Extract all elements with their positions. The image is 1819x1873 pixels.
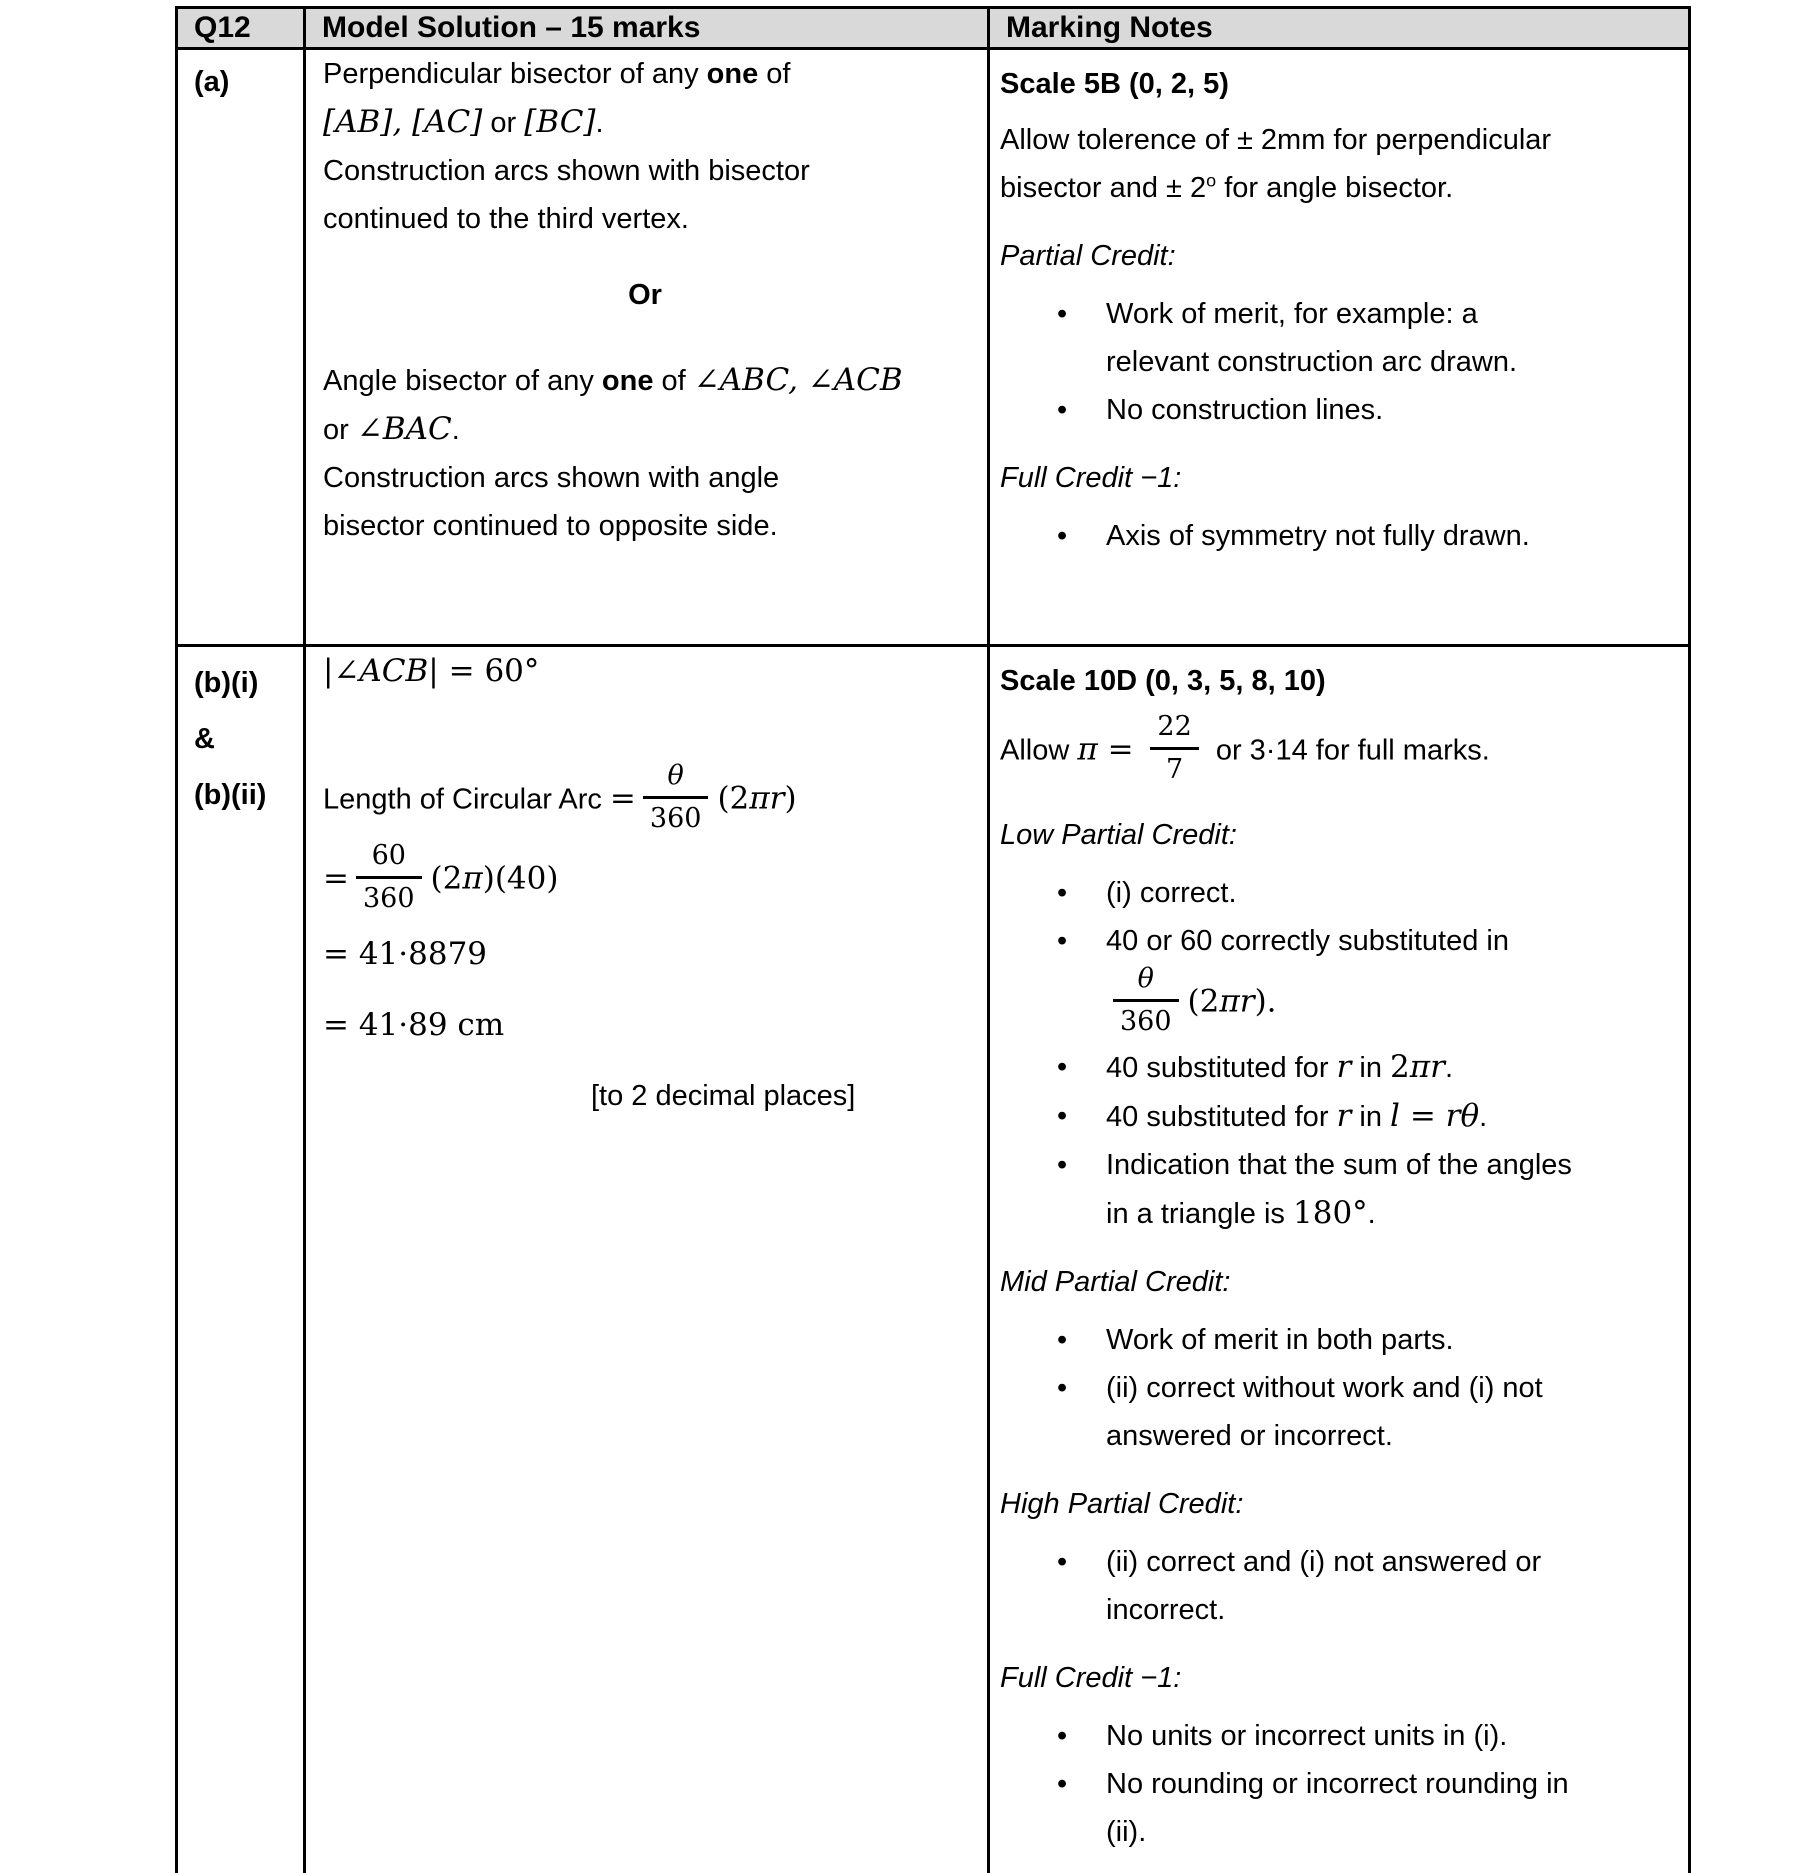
bullet-text — [1106, 1092, 1674, 1141]
text: (ii). — [1106, 1816, 1147, 1848]
text: . — [1479, 1101, 1488, 1133]
list-item — [1000, 1043, 1674, 1092]
text: No construction lines. — [1106, 394, 1384, 426]
bullet-text — [1106, 1538, 1674, 1634]
intermediate-result — [323, 930, 967, 979]
list-item — [1000, 290, 1674, 386]
text: . — [595, 107, 604, 139]
math-segment: (2 — [717, 780, 750, 817]
final-result — [323, 1001, 967, 1050]
part-b-solution-cell — [305, 646, 989, 1873]
text: continued to the third vertex. — [323, 203, 689, 235]
math-segment: = 41·8879 — [323, 936, 488, 972]
part-a-row — [177, 49, 1690, 646]
table-header-row — [177, 8, 1690, 49]
bullet-marker: • — [1057, 520, 1068, 552]
text: 40 substituted for — [1106, 1052, 1337, 1084]
full-credit-heading: Full Credit −1: — [1000, 1662, 1182, 1694]
bullet-marker: • — [1057, 1720, 1068, 1752]
part-a-notes-cell — [989, 49, 1690, 646]
text: Axis of symmetry not fully drawn. — [1106, 520, 1530, 552]
math-segment: πr — [1409, 1049, 1445, 1085]
text: or — [323, 414, 357, 446]
math-segment: l — [1390, 1098, 1400, 1134]
fraction-numerator: θ — [643, 758, 709, 799]
text: 40 or 60 correctly substituted in — [1106, 925, 1509, 957]
partial-credit-list — [1000, 290, 1674, 434]
bullet-text — [1106, 1316, 1674, 1364]
text: Length of Circular Arc — [323, 783, 610, 816]
math-segment: ) — [784, 780, 797, 817]
marking-notes-header: Marking Notes — [989, 8, 1690, 49]
angle-bisector-paragraph — [323, 356, 967, 550]
math-segment: (2 — [430, 860, 463, 897]
math-segment: = 60° — [438, 653, 540, 689]
full-credit-list — [1000, 1712, 1674, 1856]
equals-sign: = — [1097, 731, 1144, 768]
fraction-denominator: 360 — [1120, 1006, 1172, 1037]
bullet-text — [1106, 290, 1674, 386]
bullet-marker: • — [1057, 1324, 1068, 1356]
or-divider: Or — [628, 279, 662, 311]
list-item — [1000, 386, 1674, 434]
equals-sign: = — [609, 780, 636, 817]
bullet-marker: • — [1057, 1768, 1068, 1800]
text: bisector continued to opposite side. — [323, 510, 778, 542]
text: for angle bisector. — [1216, 172, 1454, 204]
full-credit-heading: Full Credit −1: — [1000, 462, 1182, 494]
bullet-text — [1106, 386, 1674, 434]
scale-heading: Scale 5B (0, 2, 5) — [1000, 68, 1229, 100]
text: Construction arcs shown with angle — [323, 462, 780, 494]
bullet-text — [1106, 1760, 1674, 1856]
low-partial-credit-heading: Low Partial Credit: — [1000, 819, 1237, 851]
text: No rounding or incorrect rounding in — [1106, 1768, 1569, 1800]
part-a-label-cell — [177, 49, 305, 646]
question-number-header: Q12 — [177, 8, 305, 49]
fraction — [1113, 961, 1179, 1039]
list-item — [1000, 1712, 1674, 1760]
marking-scheme-table — [175, 6, 1691, 1873]
text: incorrect. — [1106, 1594, 1226, 1626]
math-segment: 180° — [1293, 1195, 1368, 1231]
part-b-label-cell — [177, 646, 305, 1873]
fraction-denominator: 7 — [1166, 754, 1184, 785]
math-segment: )(40) — [482, 860, 559, 897]
bold-text: one — [706, 58, 759, 90]
math-segment: π — [462, 860, 483, 897]
equals-sign: = — [323, 860, 349, 897]
fraction-denominator: 360 — [649, 803, 702, 834]
substitution-equation — [323, 842, 967, 920]
math-segment: |∠ACB| — [323, 653, 439, 689]
mid-partial-credit-heading: Mid Partial Credit: — [1000, 1266, 1231, 1298]
text: answered or incorrect. — [1106, 1420, 1393, 1452]
math-segment: π — [1077, 731, 1098, 768]
math-segment: πr — [1219, 983, 1255, 1020]
arc-length-formula — [323, 762, 967, 840]
bullet-text — [1106, 1141, 1674, 1238]
partial-credit-heading: Partial Credit: — [1000, 240, 1176, 272]
math-segments: [AB], [AC] — [323, 104, 483, 140]
high-partial-credit-heading: High Partial Credit: — [1000, 1488, 1244, 1520]
text: 40 substituted for — [1106, 1101, 1337, 1133]
text: in — [1351, 1101, 1391, 1133]
perpendicular-bisector-paragraph — [323, 50, 967, 243]
bullet-marker: • — [1057, 877, 1068, 909]
high-partial-credit-list — [1000, 1538, 1674, 1634]
text: or — [482, 107, 525, 139]
bullet-text — [1106, 917, 1674, 1043]
low-partial-credit-list — [1000, 869, 1674, 1238]
list-item — [1000, 1092, 1674, 1141]
fraction — [1150, 709, 1198, 787]
text: No units or incorrect units in (i). — [1106, 1720, 1508, 1752]
text: of — [758, 58, 791, 90]
fraction-numerator: 22 — [1150, 709, 1198, 750]
text: (ii) correct without work and (i) not — [1106, 1372, 1543, 1404]
text: Allow tolerence of ± 2mm for perpendicular — [1000, 124, 1552, 156]
part-b-row — [177, 646, 1690, 1873]
part-b-label-line: (b)(ii) — [194, 779, 267, 811]
text: of — [653, 365, 694, 397]
part-b-label-line: & — [194, 723, 215, 755]
bullet-text — [1106, 1712, 1674, 1760]
text: Perpendicular bisector of any — [323, 58, 707, 90]
text: (i) correct. — [1106, 877, 1237, 909]
math-segment: r — [1336, 1098, 1352, 1134]
math-segment: = 41·89 cm — [323, 1007, 505, 1043]
bullet-marker: • — [1057, 298, 1068, 330]
full-credit-list — [1000, 512, 1674, 560]
fraction-numerator: 60 — [356, 838, 422, 879]
text: . — [1444, 1052, 1454, 1084]
list-item — [1000, 1538, 1674, 1634]
list-item — [1000, 1364, 1674, 1460]
bullet-text — [1106, 1364, 1674, 1460]
fraction-numerator: θ — [1113, 961, 1179, 1002]
fraction-denominator: 360 — [362, 883, 415, 914]
list-item — [1000, 869, 1674, 917]
scale-heading: Scale 10D (0, 3, 5, 8, 10) — [1000, 665, 1326, 697]
list-item — [1000, 1760, 1674, 1856]
rounding-note — [591, 1072, 967, 1120]
math-segment: [BC] — [524, 104, 596, 140]
math-segment: ∠BAC — [356, 411, 452, 447]
part-b-notes-cell — [989, 646, 1690, 1873]
text: . — [1367, 1198, 1376, 1230]
text: in — [1351, 1052, 1391, 1084]
list-item — [1000, 1316, 1674, 1364]
bullet-text — [1106, 869, 1674, 917]
pi-allowance-paragraph — [1000, 713, 1674, 791]
text: Indication that the sum of the angles — [1106, 1149, 1572, 1181]
bullet-marker: • — [1057, 925, 1068, 957]
tolerance-paragraph — [1000, 116, 1674, 212]
text: or 3·14 for full marks. — [1207, 734, 1490, 767]
bullet-text — [1106, 512, 1674, 560]
text: Work of merit, for example: a — [1106, 298, 1478, 330]
fraction — [643, 758, 709, 836]
bullet-marker: • — [1057, 1100, 1068, 1132]
fraction — [356, 838, 422, 916]
model-solution-header: Model Solution – 15 marks — [305, 8, 989, 49]
math-segment: πr — [749, 780, 785, 817]
part-a-solution-cell — [305, 49, 989, 646]
text: Construction arcs shown with bisector — [323, 155, 810, 187]
text: Angle bisector of any — [323, 365, 602, 397]
text: [to 2 decimal places] — [591, 1080, 856, 1112]
text: Allow — [1000, 734, 1078, 767]
bullet-text — [1106, 1043, 1674, 1092]
mid-partial-credit-list — [1000, 1316, 1674, 1460]
list-item — [1000, 917, 1674, 1043]
math-segment: ∠ABC, ∠ACB — [693, 362, 903, 398]
math-segment: ). — [1254, 983, 1277, 1020]
bullet-marker: • — [1057, 394, 1068, 426]
math-segment: 2 — [1390, 1049, 1410, 1085]
math-segment: (2 — [1187, 983, 1220, 1020]
math-segment: rθ — [1445, 1098, 1480, 1134]
bullet-marker: • — [1057, 1051, 1068, 1083]
math-segment: r — [1336, 1049, 1352, 1085]
angle-value-equation — [323, 647, 967, 696]
text: . — [451, 414, 460, 446]
bullet-marker: • — [1057, 1149, 1068, 1181]
bullet-marker: • — [1057, 1372, 1068, 1404]
list-item — [1000, 1141, 1674, 1238]
text: bisector and ± 2 — [1000, 172, 1207, 204]
text: Work of merit in both parts. — [1106, 1324, 1454, 1356]
list-item — [1000, 512, 1674, 560]
text: (ii) correct and (i) not answered or — [1106, 1546, 1542, 1578]
part-b-label-line: (b)(i) — [194, 667, 259, 699]
text: in a triangle is — [1106, 1198, 1293, 1230]
bold-text: one — [601, 365, 654, 397]
degree-superscript: o — [1206, 170, 1217, 191]
part-a-label: (a) — [194, 66, 230, 98]
text: relevant construction arc drawn. — [1106, 346, 1518, 378]
math-segment: = — [1399, 1098, 1446, 1134]
bullet-marker: • — [1057, 1546, 1068, 1578]
